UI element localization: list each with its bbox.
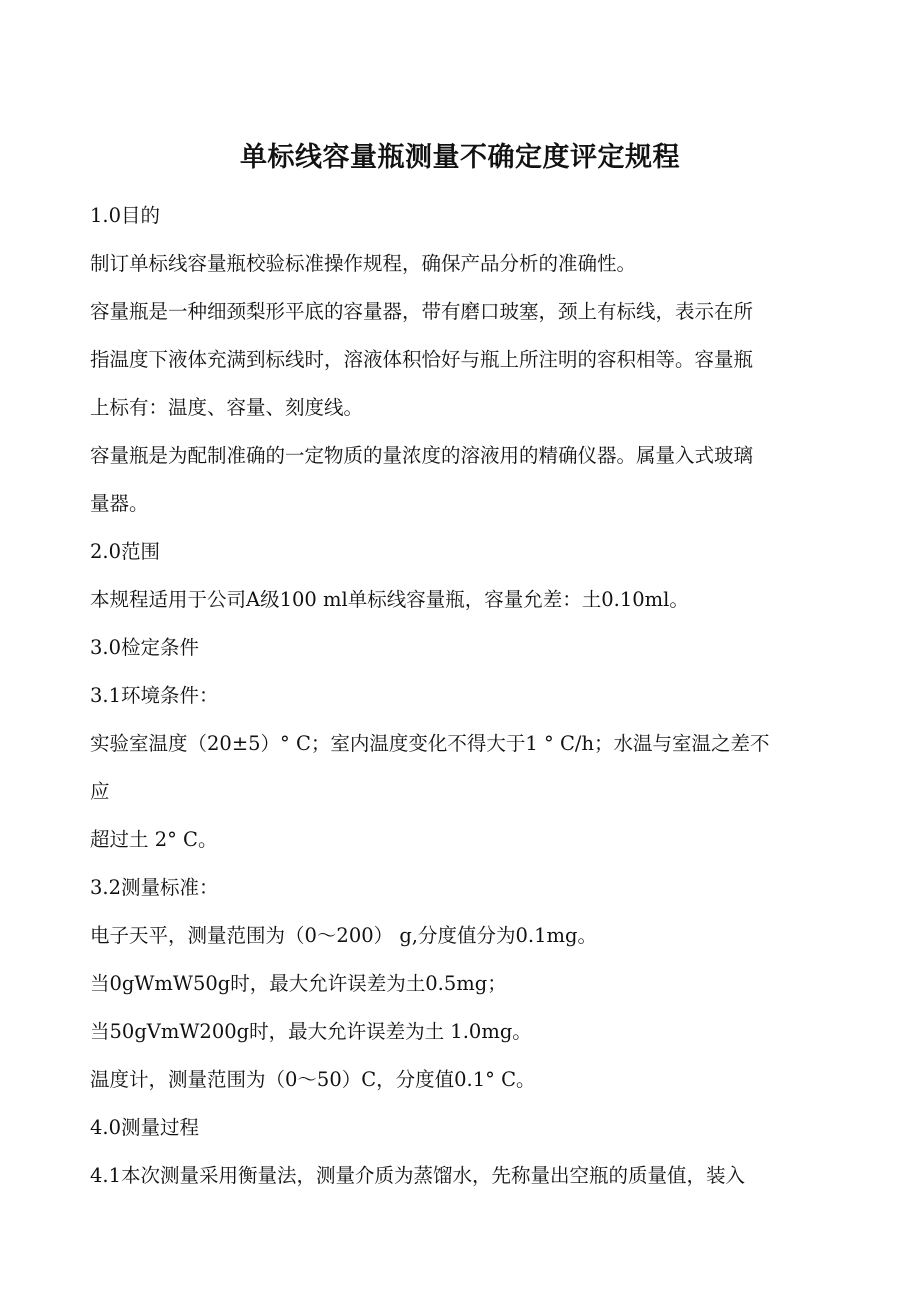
subsection-heading-environment: 3.1环境条件： (90, 684, 219, 707)
paragraph-line: 超过土 2° C。 (90, 828, 218, 851)
paragraph-line: 当50gVmW200g时，最大允许误差为土 1.0mg。 (90, 1020, 532, 1043)
document-body (90, 192, 842, 1200)
paragraph-line: 本规程适用于公司A级100 ml单标线容量瓶，容量允差：土0.10ml。 (90, 588, 689, 611)
paragraph-line: 制订单标线容量瓶校验标准操作规程，确保产品分析的准确性。 (90, 252, 637, 275)
paragraph-line: 应 (90, 780, 110, 803)
paragraph-line: 量器。 (90, 492, 149, 515)
section-heading-purpose: 1.0目的 (90, 204, 161, 227)
section-heading-conditions: 3.0检定条件 (90, 636, 200, 659)
paragraph-line: 容量瓶是一种细颈梨形平底的容量器，带有磨口玻塞，颈上有标线，表示在所 (90, 300, 754, 323)
paragraph-line: 上标有：温度、容量、刻度线。 (90, 396, 364, 419)
paragraph-line: 电子天平，测量范围为（0〜200） g,分度值分为0.1mg。 (90, 924, 597, 947)
paragraph-line: 温度计，测量范围为（0〜50）C，分度值0.1° C。 (90, 1068, 536, 1091)
paragraph-line: 当0gWmW50g时，最大允许误差为土0.5mg； (90, 972, 507, 995)
document-title: 单标线容量瓶测量不确定度评定规程 (240, 142, 680, 173)
paragraph-line: 实验室温度（20±5）° C；室内温度变化不得大于1 ° C/h；水温与室温之差不 (90, 732, 770, 755)
paragraph-line: 4.1本次测量采用衡量法，测量介质为蒸馏水，先称量出空瓶的质量值，装入 (90, 1164, 746, 1187)
subsection-heading-standards: 3.2测量标准： (90, 876, 219, 899)
paragraph-line: 容量瓶是为配制准确的一定物质的量浓度的溶液用的精确仪器。属量入式玻璃 (90, 444, 754, 467)
section-heading-scope: 2.0范围 (90, 540, 161, 563)
paragraph-line: 指温度下液体充满到标线时，溶液体积恰好与瓶上所注明的容积相等。容量瓶 (90, 348, 754, 371)
section-heading-process: 4.0测量过程 (90, 1116, 200, 1139)
